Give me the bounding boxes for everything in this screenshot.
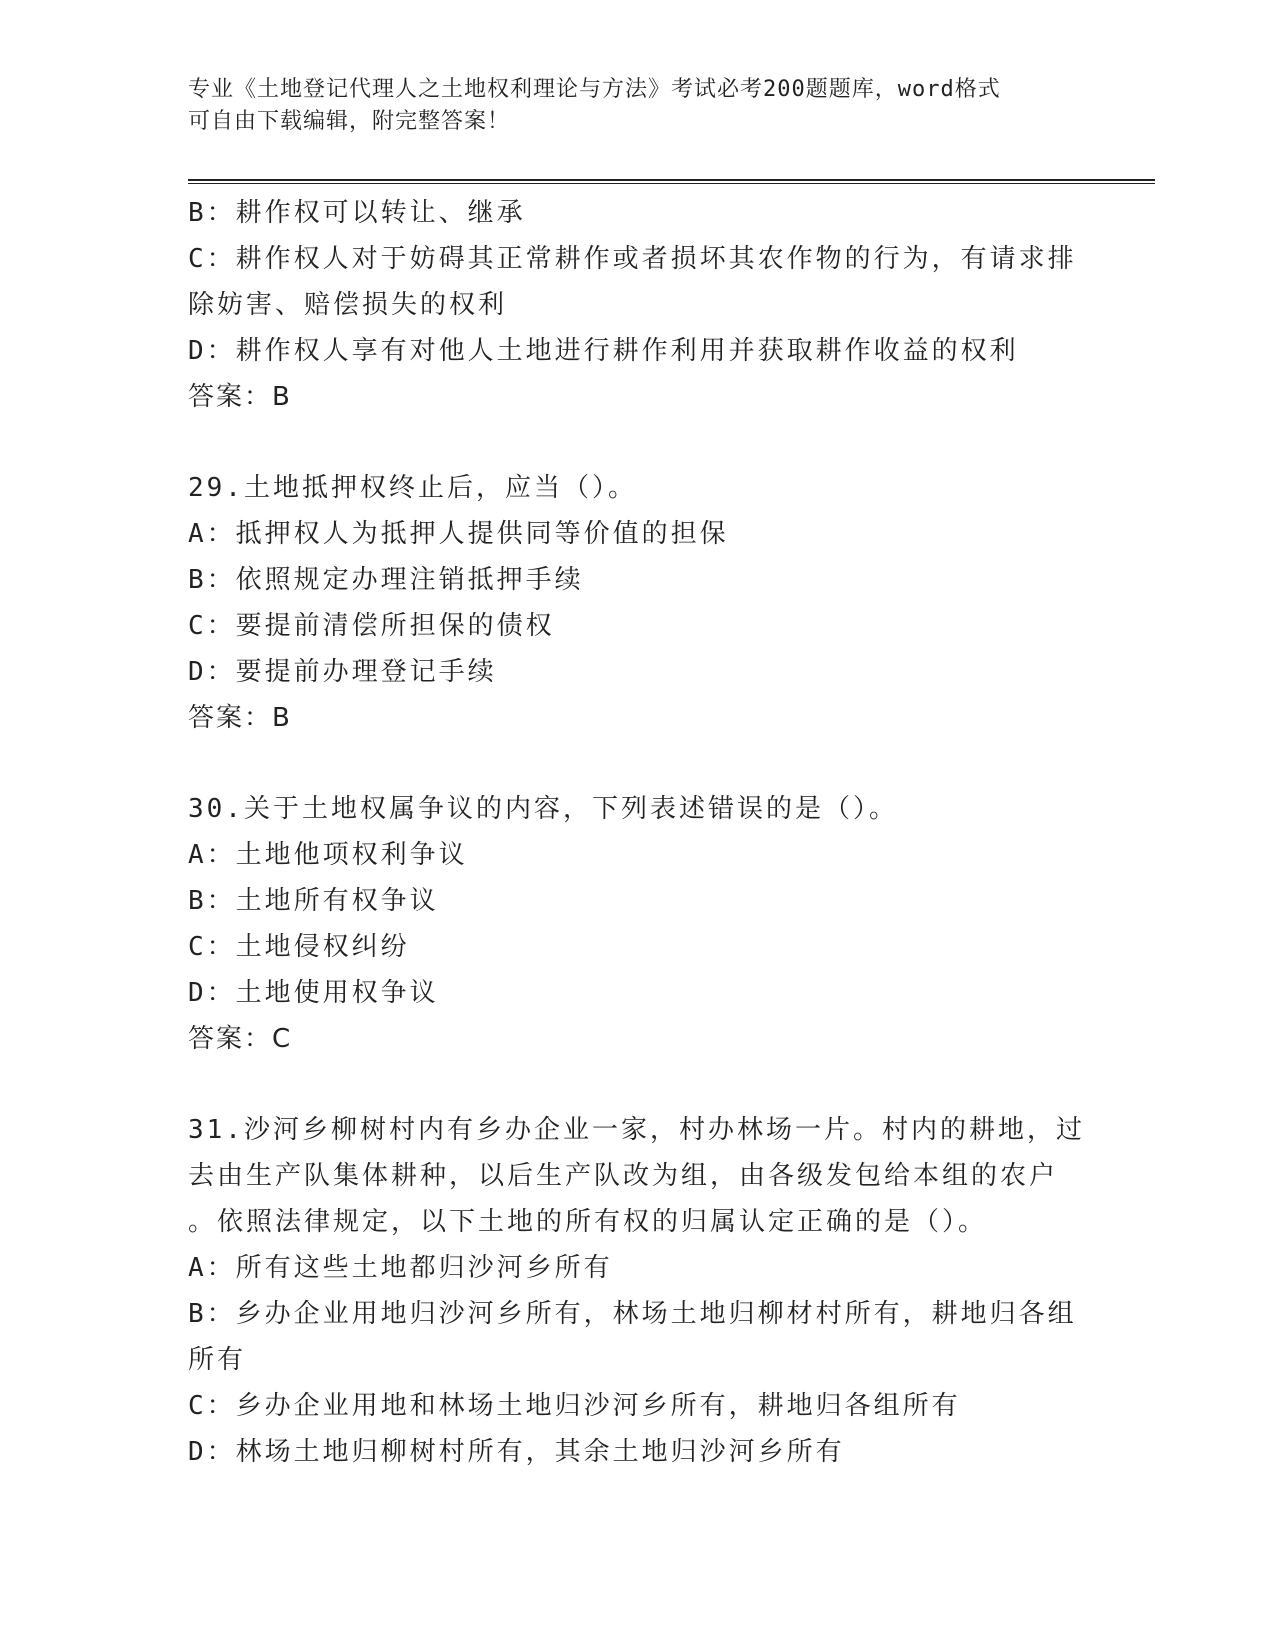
option-c: C：耕作权人对于妨碍其正常耕作或者损坏其农作物的行为，有请求排	[188, 244, 1077, 274]
option-d: D：要提前办理登记手续	[188, 657, 497, 687]
question-list	[188, 190, 1088, 1475]
question-text: 30.关于土地权属争议的内容，下列表述错误的是（）。	[188, 794, 898, 824]
option-c: C：乡办企业用地和林场土地归沙河乡所有，耕地归各组所有	[188, 1391, 961, 1421]
header-line-1: 专业《土地登记代理人之土地权利理论与方法》考试必考200题题库，word格式	[188, 77, 1001, 102]
spacer	[188, 741, 1088, 786]
option-b: B：依照规定办理注销抵押手续	[188, 565, 584, 595]
option-b-continued: 所有	[188, 1345, 247, 1375]
option-c: C：要提前清偿所担保的债权	[188, 611, 555, 641]
page-header	[188, 74, 1088, 138]
answer: 答案：B	[188, 703, 292, 733]
spacer	[188, 1062, 1088, 1107]
option-c-continued: 除妨害、赔偿损失的权利	[188, 290, 508, 320]
question-29	[188, 465, 1088, 741]
option-b: B：耕作权可以转让、继承	[188, 198, 526, 228]
question-31	[188, 1107, 1088, 1475]
option-d: D：土地使用权争议	[188, 978, 439, 1008]
option-a: A：抵押权人为抵押人提供同等价值的担保	[188, 519, 729, 549]
option-d: D：林场土地归柳树村所有，其余土地归沙河乡所有	[188, 1437, 845, 1467]
answer: 答案：B	[188, 382, 292, 412]
question-30	[188, 786, 1088, 1062]
header-divider	[188, 179, 1155, 184]
option-b: B：土地所有权争议	[188, 886, 439, 916]
question-text: 31.沙河乡柳树村内有乡办企业一家，村办林场一片。村内的耕地，过	[188, 1115, 1085, 1145]
option-d: D：耕作权人享有对他人土地进行耕作利用并获取耕作收益的权利	[188, 336, 1019, 366]
option-a: A：土地他项权利争议	[188, 840, 468, 870]
option-a: A：所有这些土地都归沙河乡所有	[188, 1253, 613, 1283]
answer: 答案：C	[188, 1024, 293, 1054]
question-text: 29.土地抵押权终止后，应当（）。	[188, 473, 637, 503]
question-28	[188, 190, 1088, 420]
header-line-2: 可自由下载编辑，附完整答案！	[188, 109, 511, 134]
question-text-continued: 。依照法律规定，以下土地的所有权的归属认定正确的是（）。	[188, 1207, 988, 1237]
question-text-continued: 去由生产队集体耕种，以后生产队改为组，由各级发包给本组的农户	[188, 1161, 1059, 1191]
option-b: B：乡办企业用地归沙河乡所有，林场土地归柳材村所有，耕地归各组	[188, 1299, 1077, 1329]
spacer	[188, 420, 1088, 465]
option-c: C：土地侵权纠纷	[188, 932, 410, 962]
